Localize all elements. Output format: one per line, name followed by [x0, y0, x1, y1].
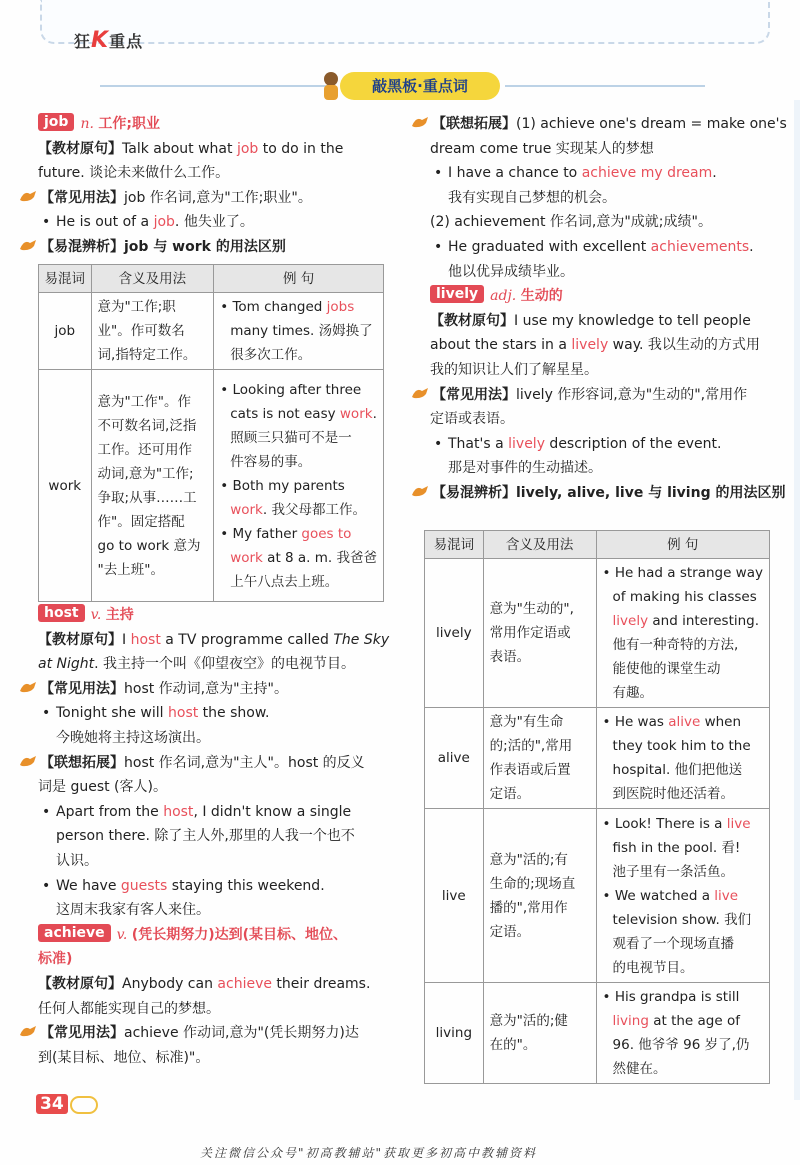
example-cell: • He had a strange way of making his classes lively and interesting. 他有一种奇特的方法, 能使他的课堂生动 有趣。	[596, 559, 769, 708]
fox-icon	[410, 114, 430, 130]
example-cell: • His grandpa is still living at the age of 96. 他爷爷 96 岁了,仍 然健在。	[596, 983, 769, 1084]
extend-line: 【联想拓展】(1) achieve one's dream = make one's	[410, 112, 772, 137]
meaning-cell: 意为"活的;健 在的"。	[483, 983, 596, 1084]
textbook-sentence: 【教材原句】I use my knowledge to tell people	[430, 312, 751, 329]
example-sentence: • He graduated with excellent achievements.	[410, 235, 772, 260]
table-row	[39, 370, 384, 602]
textbook-sentence: 【教材原句】Anybody can achieve their dreams.	[38, 975, 371, 992]
table-row	[425, 809, 770, 983]
entry-host-heading: host v. 主持	[18, 603, 388, 628]
usage-line: 【常见用法】job 作名词,意为"工作;职业"。	[18, 186, 386, 211]
lively-alive-table	[424, 530, 770, 1084]
example-cell: • Tom changed jobs many times. 汤姆换了 很多次工作。	[214, 293, 384, 370]
textbook-translation: future. 谈论未来做什么工作。	[38, 165, 230, 182]
extend-line-2: dream come true 实现某人的梦想	[430, 140, 654, 157]
usage-line-2: 定语或表语。	[430, 411, 514, 428]
table-header: 含义及用法	[483, 531, 596, 559]
meaning-cell: 意为"工作;职 业"。作可数名 词,指特定工作。	[91, 293, 214, 370]
meaning-cell: 意为"工作"。作 不可数名词,泛指 工作。还可用作 动词,意为"工作; 争取;从事……工 作"。固定搭配 go to work 意为 "去上班"。	[91, 370, 214, 602]
example-cell: • Looking after three cats is not easy work. 照顾三只猫可不是一 件容易的事。 • Both my parents work. 我父母都工作。 • My father goes to work at 8 a. m. 我爸爸 上午八点去上班。	[214, 370, 384, 602]
word-cell: live	[425, 809, 484, 983]
textbook-sentence: 【教材原句】I host a TV programme called The Sky	[38, 631, 390, 648]
word-cell: living	[425, 983, 484, 1084]
fox-icon	[410, 483, 430, 499]
footer-note: 关注微信公众号"初高教辅站"获取更多初高中教辅资料	[200, 1146, 538, 1160]
page-number: 34	[36, 1094, 68, 1114]
example-translation: 他以优异成绩毕业。	[448, 263, 574, 280]
table-header: 易混词	[425, 531, 484, 559]
page-number-decoration	[70, 1096, 98, 1114]
right-column	[410, 112, 787, 506]
textbook-translation: at Night. 我主持一个叫《仰望夜空》的电视节目。	[38, 656, 356, 673]
word-cell: lively	[425, 559, 484, 708]
example-sentence: • He is out of a job. 他失业了。	[18, 210, 386, 235]
textbook-line-3: 我的知识让人们了解星星。	[430, 361, 598, 378]
host-entry	[18, 603, 388, 1070]
example-sentence: • That's a lively description of the event.	[410, 432, 772, 457]
usage-line: 【常见用法】achieve 作动词,意为"(凭长期努力)达	[18, 1021, 388, 1046]
meaning-cell: 意为"生动的", 常用作定语或 表语。	[483, 559, 596, 708]
meaning-line: 标准)	[38, 951, 73, 968]
table-header: 易混词	[39, 265, 92, 293]
example-sentence: • Apart from the host, I didn't know a single	[18, 800, 388, 825]
table-header: 例 句	[214, 265, 384, 293]
usage-line: 【常见用法】lively 作形容词,意为"生动的",常用作	[410, 383, 772, 408]
example-cell: • He was alive when they took him to the hospital. 他们把他送 到医院时他还活着。	[596, 708, 769, 809]
fox-icon	[18, 237, 38, 253]
fox-icon	[18, 1023, 38, 1039]
divider-left	[100, 85, 330, 87]
extend-line-3: (2) achievement 作名词,意为"成就;成绩"。	[430, 214, 712, 231]
fox-icon	[18, 188, 38, 204]
meaning-cell: 意为"有生命 的;活的",常用 作表语或后置 定语。	[483, 708, 596, 809]
table-header: 含义及用法	[91, 265, 214, 293]
fox-icon	[18, 679, 38, 695]
example-translation: 那是对事件的生动描述。	[448, 460, 602, 477]
usage-line-2: 到(某目标、地位、标准)"。	[38, 1049, 210, 1066]
divider-right	[505, 85, 705, 87]
entry-lively-heading: lively adj. 生动的	[410, 284, 772, 309]
table-row	[39, 293, 384, 370]
confuse-line: 【易混辨析】job 与 work 的用法区别	[18, 235, 386, 260]
textbook-line-2: about the stars in a lively way. 我以生动的方式用	[430, 337, 760, 354]
example-line: person there. 除了主人外,那里的人我一个也不	[56, 828, 355, 845]
extend-line-2: 词是 guest (客人)。	[38, 779, 167, 796]
entry-job-heading: job n. 工作;职业	[18, 112, 386, 137]
example-sentence: • We have guests staying this weekend.	[18, 874, 388, 899]
example-line: 认识。	[56, 852, 98, 869]
word-tag: job	[38, 113, 74, 131]
page-edge	[794, 100, 800, 1100]
example-sentence: • Tonight she will host the show.	[18, 701, 388, 726]
example-translation: 这周末我家有客人来住。	[56, 902, 210, 919]
example-translation: 我有实现自己梦想的机会。	[448, 189, 616, 206]
job-work-table	[38, 264, 384, 602]
textbook-sentence: 【教材原句】Talk about what job to do in the	[38, 140, 344, 157]
extend-line: 【联想拓展】host 作名词,意为"主人"。host 的反义	[18, 751, 388, 776]
example-sentence: • I have a chance to achieve my dream.	[410, 161, 772, 186]
entry-achieve-heading: achieve v. (凭长期努力)达到(某目标、地位、	[18, 923, 388, 948]
table-header: 例 句	[596, 531, 769, 559]
word-cell: job	[39, 293, 92, 370]
section-banner: 敲黑板·重点词	[340, 72, 500, 100]
word-cell: alive	[425, 708, 484, 809]
example-translation: 今晚她将主持这场演出。	[56, 729, 210, 746]
left-column	[18, 112, 386, 260]
usage-line: 【常见用法】host 作动词,意为"主持"。	[18, 677, 388, 702]
brand-logo: 狂K重点	[74, 28, 144, 53]
table-row	[425, 983, 770, 1084]
word-cell: work	[39, 370, 92, 602]
top-decoration	[40, 0, 770, 44]
table-row	[425, 708, 770, 809]
meaning-cell: 意为"活的;有 生命的;现场直 播的",常用作 定语。	[483, 809, 596, 983]
fox-icon	[18, 753, 38, 769]
textbook-translation: 任何人都能实现自己的梦想。	[38, 1000, 220, 1017]
example-cell: • Look! There is a live fish in the pool. 看! 池子里有一条活鱼。 • We watched a live television show. 我们 观看了一个现场直播 的电视节目。	[596, 809, 769, 983]
confuse-line: 【易混辨析】lively, alive, live 与 living 的用法区别	[410, 481, 772, 506]
fox-icon	[410, 385, 430, 401]
table-row	[425, 559, 770, 708]
